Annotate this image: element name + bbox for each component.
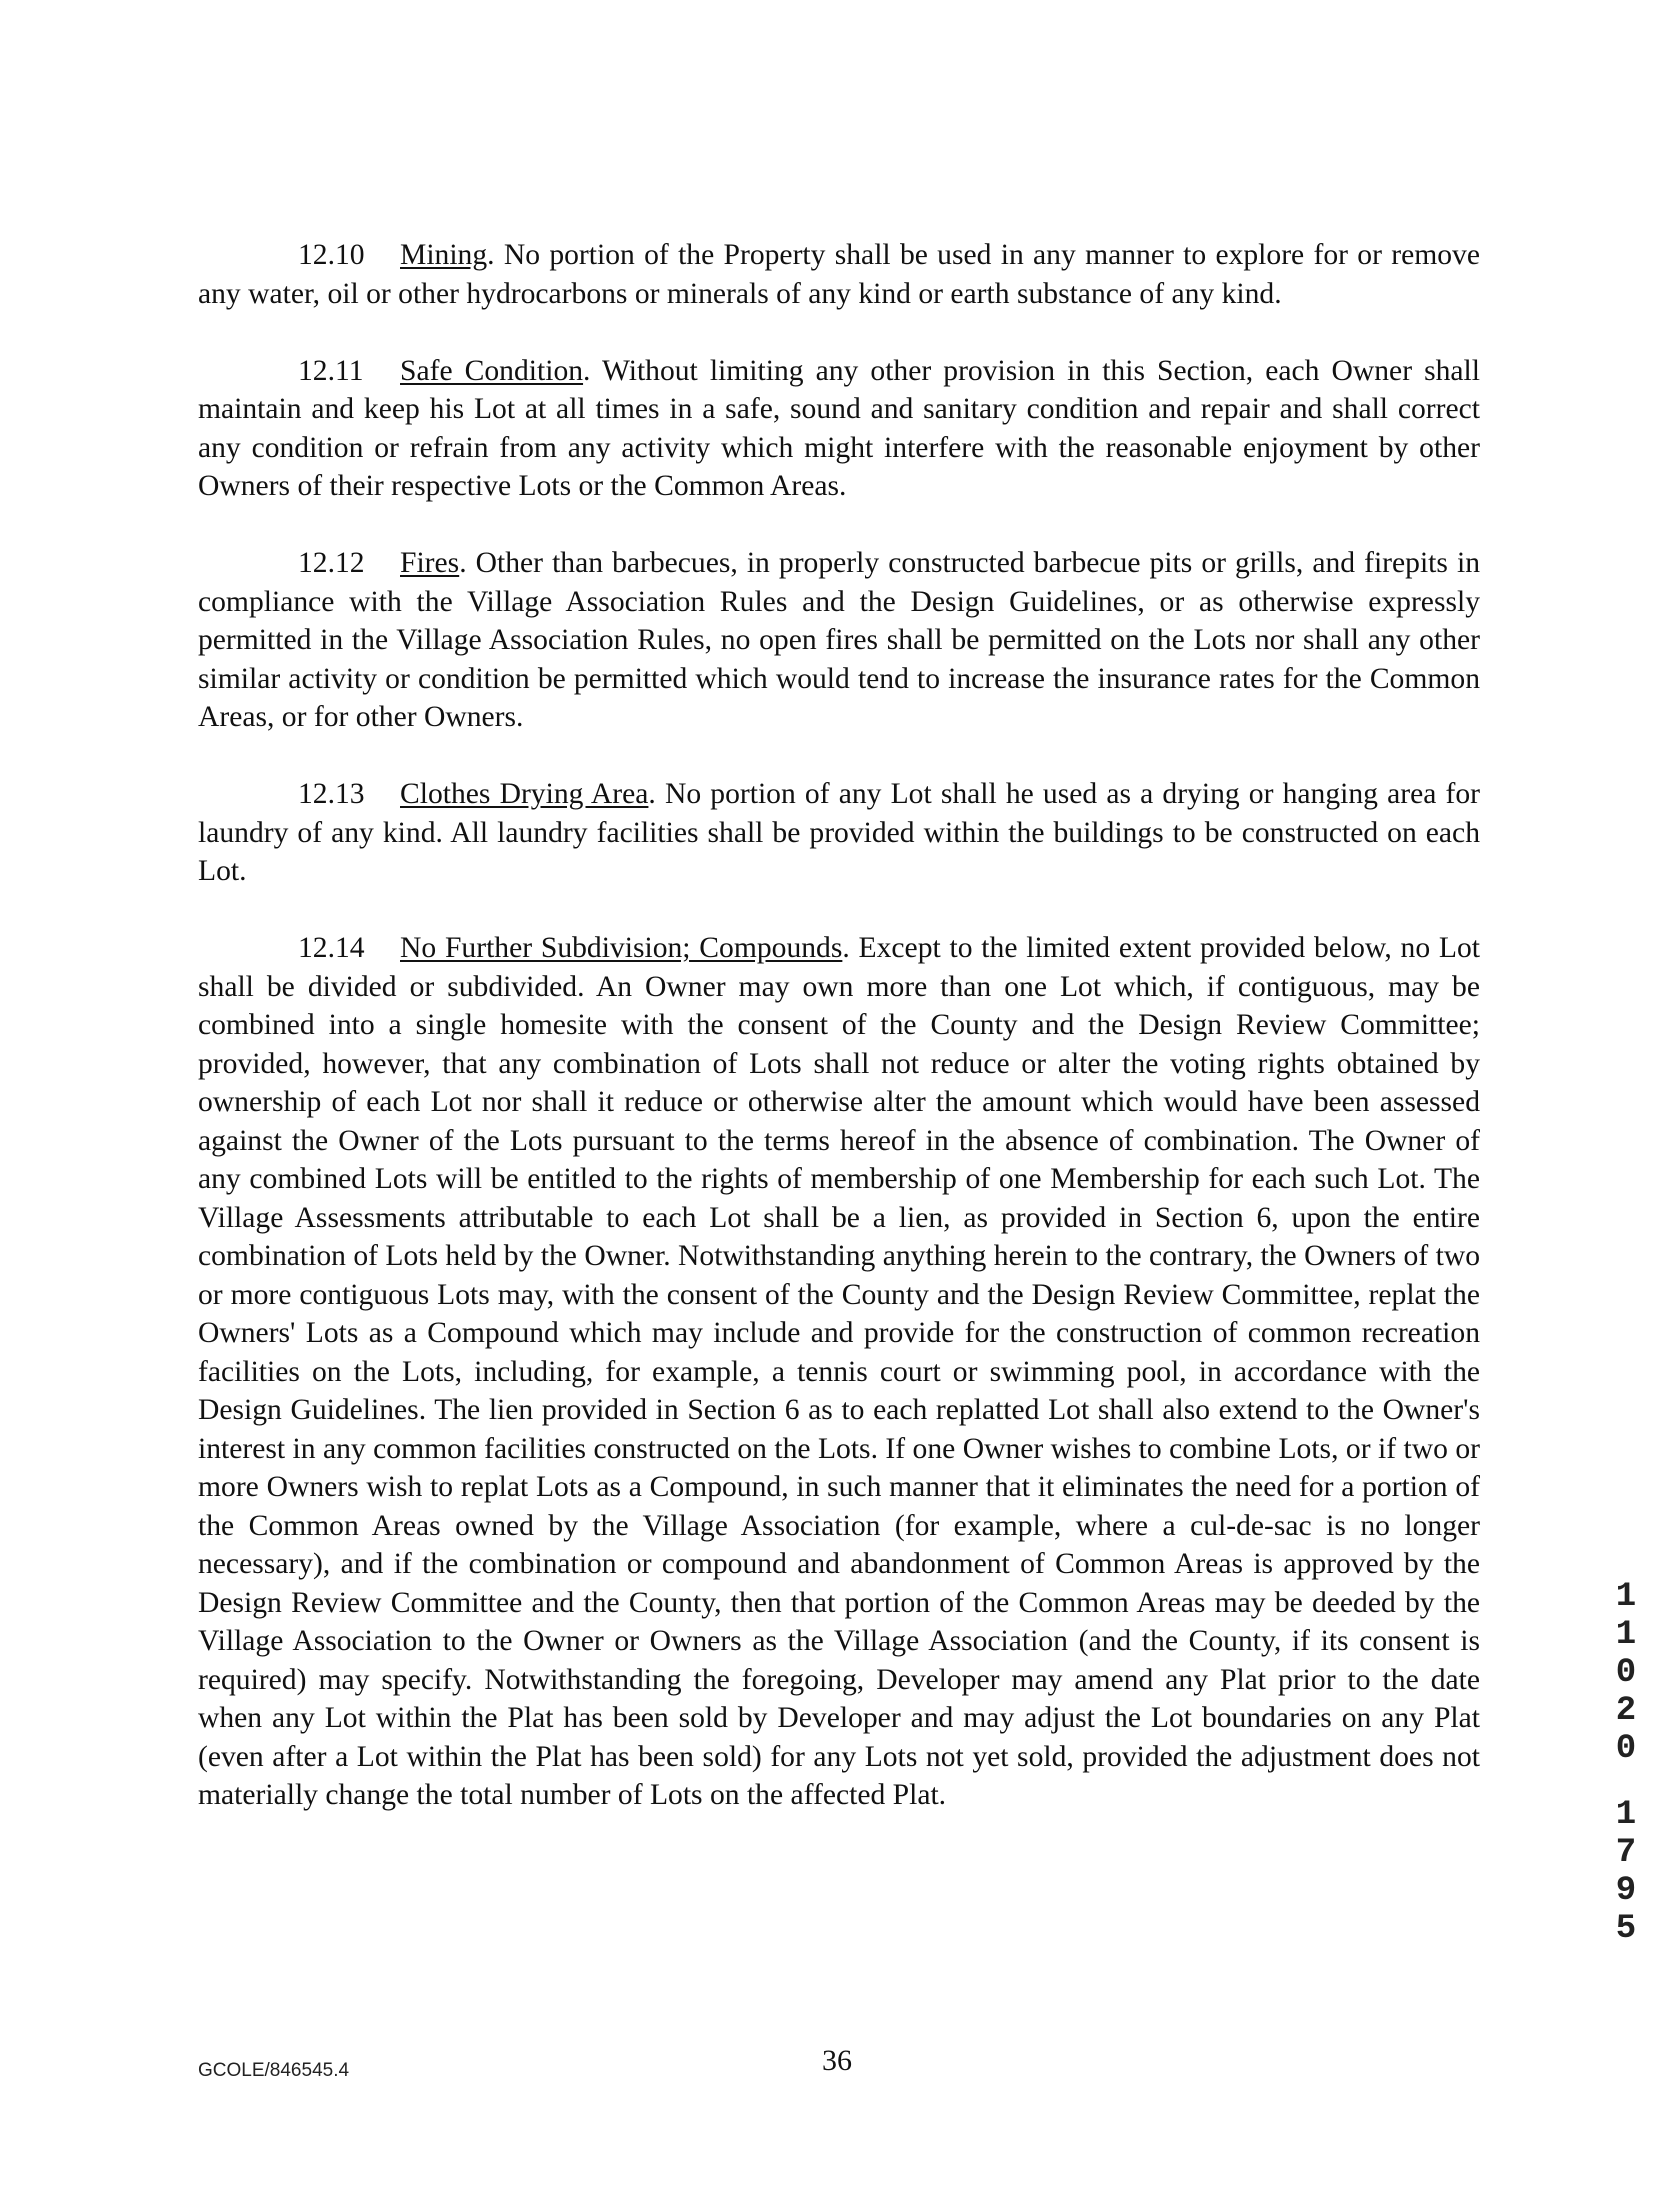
section-heading: Fires: [400, 547, 460, 579]
section-text: . Except to the limited extent provided below, no Lot shall be divided or subdivided. An Owner may own more than one Lot which, if contiguous, may be combined into a single homesite with the consent of the County and the Design Review Committee; provided, however, that any combination of Lots shall not reduce or alter the voting rights obtained by ownership of each Lot nor shall it reduce or otherwise alter the amount which would have been assessed against the Owner of the Lots pursuant to the terms hereof in the absence of combination. The Owner of any combined Lots will be entitled to the rights of membership of one Membership for each such Lot. The Village Assessments attributable to each Lot shall be a lien, as provided in Section 6, upon the entire combination of Lots held by the Owner. Notwithstanding anything herein to the contrary, the Owners of two or more contiguous Lots may, with the consent of the County and the Design Review Committee, replat the Owners' Lots as a Compound which may include and provide for the construction of common recreation facilities on the Lots, including, for example, a tennis court or swimming pool, in accordance with the Design Guidelines. The lien provided in Section 6 as to each replatted Lot shall also extend to the Owner's interest in any common facilities constructed on the Lots. If one Owner wishes to combine Lots, or if two or more Owners wish to replat Lots as a Compound, in such manner that it eliminates the need for a portion of the Common Areas owned by the Village Association (for example, where a cul-de-sac is no longer necessary), and if the combination or compound and abandonment of Common Areas is approved by the Design Review Committee and the County, then that portion of the Common Areas may be deeded by the Village Association to the Owner or Owners as the Village Association (and the County, if its consent is required) may specify. Notwithstanding the foregoing, Developer may amend any Plat prior to the date when any Lot within the Plat has been sold by Developer and may adjust the Lot boundaries on any Plat (even after a Lot within the Plat has been sold) for any Lots not yet sold, provided the adjustment does not materially change the total number of Lots on the affected Plat.: [198, 932, 1481, 1811]
section-heading: Safe Condition: [400, 354, 584, 387]
section-heading: No Further Subdivision; Compounds: [400, 932, 843, 964]
section-12-13: [198, 775, 1480, 891]
section-number: 12.10: [298, 239, 365, 271]
stamp-digit: 9: [1615, 1872, 1637, 1910]
section-text: . Without limiting any other provision in this Section, each Owner shall maintain and keep his Lot at all times in a safe, sound and sanitary condition and repair and shall correct any condition or refrain from any activity which might interfere with the reasonable enjoyment by other Owners of their respective Lots or the Common Areas.: [198, 354, 1480, 502]
stamp-gap: [1612, 1768, 1640, 1796]
section-text: . No portion of any Lot shall he used as a drying or hanging area for laundry of any kind. All laundry facilities shall be provided within the buildings to be constructed on each Lot.: [198, 778, 1480, 887]
section-12-12: [198, 544, 1480, 737]
section-text: . Other than barbecues, in properly constructed barbecue pits or grills, and firepits in compliance with the Village Association Rules and the Design Guidelines, or as otherwise expressly permitted in the Village Association Rules, no open fires shall be permitted on the Lots nor shall any other similar activity or condition be permitted which would tend to increase the insurance rates for the Common Areas, or for other Owners.: [198, 547, 1480, 733]
section-heading: Clothes Drying Area: [400, 778, 649, 810]
section-12-10: [198, 236, 1480, 313]
page-number: 36: [822, 2044, 852, 2077]
section-12-11: [198, 352, 1480, 506]
stamp-digit: 1: [1615, 1616, 1637, 1654]
section-number: 12.13: [298, 778, 365, 810]
document-id: GCOLE/846545.4: [198, 2060, 350, 2081]
section-number: 12.11: [298, 354, 364, 387]
recording-stamp: [1612, 1578, 1640, 1948]
document-body: [198, 236, 1480, 1853]
section-number: 12.12: [298, 547, 365, 579]
section-text: . No portion of the Property shall be used in any manner to explore for or remove any water, oil or other hydrocarbons or minerals of any kind or earth substance of any kind.: [198, 239, 1480, 310]
stamp-digit: 0: [1615, 1654, 1637, 1692]
section-number: 12.14: [298, 932, 365, 964]
stamp-digit: 1: [1615, 1578, 1637, 1616]
stamp-digit: 5: [1615, 1910, 1637, 1948]
stamp-digit: 0: [1615, 1730, 1637, 1768]
section-12-14: [198, 929, 1480, 1815]
stamp-digit: 7: [1615, 1834, 1637, 1872]
section-heading: Mining: [400, 239, 488, 271]
stamp-digit: 1: [1615, 1796, 1637, 1834]
stamp-digit: 2: [1615, 1692, 1637, 1730]
